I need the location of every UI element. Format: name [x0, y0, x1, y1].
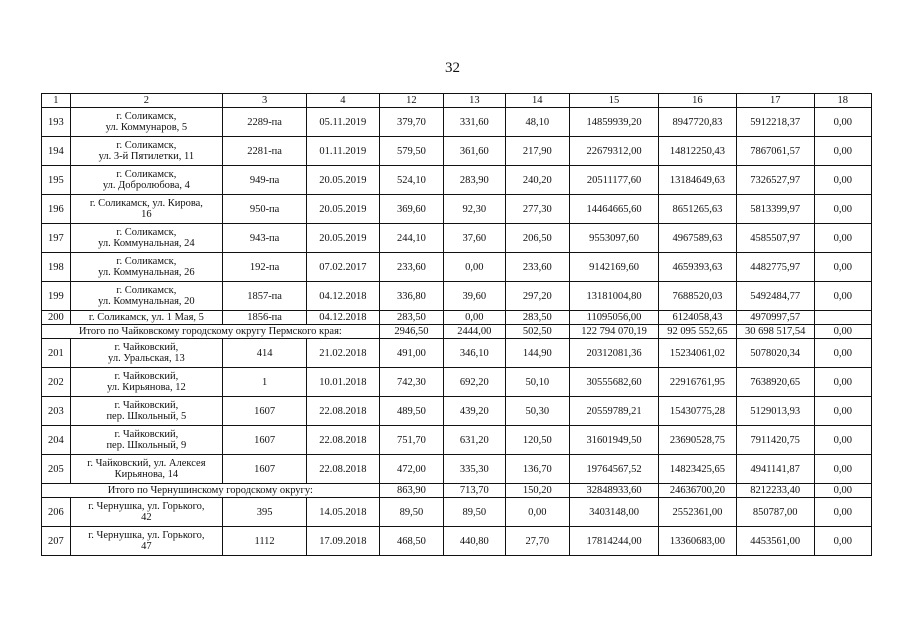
value-c12: 863,90	[379, 484, 443, 498]
value-c16: 4967589,63	[659, 224, 737, 253]
value-c18: 0,00	[814, 195, 871, 224]
value-c18: 0,00	[814, 166, 871, 195]
value-c16: 24636700,20	[659, 484, 737, 498]
value-c16: 15430775,28	[659, 397, 737, 426]
value-c13: 37,60	[444, 224, 505, 253]
column-header-3: 3	[223, 94, 307, 108]
document-number: 1	[223, 368, 307, 397]
column-header-15: 15	[570, 94, 659, 108]
address-cell: г. Чайковский, пер. Школьный, 5	[70, 397, 222, 426]
value-c15: 122 794 070,19	[570, 325, 659, 339]
value-c17: 7638920,65	[736, 368, 814, 397]
value-c17: 5492484,77	[736, 282, 814, 311]
value-c12: 579,50	[379, 137, 443, 166]
row-number: 199	[42, 282, 71, 311]
value-c12: 2946,50	[379, 325, 443, 339]
column-header-14: 14	[505, 94, 569, 108]
value-c14: 48,10	[505, 108, 569, 137]
value-c15: 11095056,00	[570, 311, 659, 325]
document-date: 17.09.2018	[307, 527, 380, 556]
value-c18	[814, 311, 871, 325]
document-number: 2281-па	[223, 137, 307, 166]
value-c15: 3403148,00	[570, 498, 659, 527]
value-c15: 20312081,36	[570, 339, 659, 368]
table-row	[42, 426, 872, 455]
value-c15: 9553097,60	[570, 224, 659, 253]
table-row	[42, 166, 872, 195]
column-header-18: 18	[814, 94, 871, 108]
document-date: 22.08.2018	[307, 426, 380, 455]
document-date: 20.05.2019	[307, 166, 380, 195]
value-c15: 14464665,60	[570, 195, 659, 224]
value-c12: 751,70	[379, 426, 443, 455]
column-header-12: 12	[379, 94, 443, 108]
value-c17: 4482775,97	[736, 253, 814, 282]
row-number: 201	[42, 339, 71, 368]
table-row	[42, 368, 872, 397]
table-row	[42, 311, 872, 325]
column-header-13: 13	[444, 94, 505, 108]
value-c13: 89,50	[444, 498, 505, 527]
value-c17: 7867061,57	[736, 137, 814, 166]
value-c14: 502,50	[505, 325, 569, 339]
row-number: 207	[42, 527, 71, 556]
value-c16: 4659393,63	[659, 253, 737, 282]
address-cell: г. Чернушка, ул. Горького, 47	[70, 527, 222, 556]
value-c18: 0,00	[814, 224, 871, 253]
address-cell: г. Соликамск, ул. Коммунальная, 20	[70, 282, 222, 311]
row-number: 203	[42, 397, 71, 426]
row-number: 198	[42, 253, 71, 282]
document-number: 395	[223, 498, 307, 527]
address-cell: г. Соликамск, ул. Коммунаров, 5	[70, 108, 222, 137]
value-c12: 472,00	[379, 455, 443, 484]
value-c16: 14823425,65	[659, 455, 737, 484]
value-c14: 233,60	[505, 253, 569, 282]
value-c16: 15234061,02	[659, 339, 737, 368]
document-date: 01.11.2019	[307, 137, 380, 166]
row-number: 204	[42, 426, 71, 455]
value-c17: 5078020,34	[736, 339, 814, 368]
value-c16: 8947720,83	[659, 108, 737, 137]
document-number: 1607	[223, 455, 307, 484]
document-date: 05.11.2019	[307, 108, 380, 137]
value-c12: 369,60	[379, 195, 443, 224]
value-c14: 0,00	[505, 498, 569, 527]
value-c13: 713,70	[444, 484, 505, 498]
document-date: 04.12.2018	[307, 282, 380, 311]
value-c18: 0,00	[814, 455, 871, 484]
value-c17: 4970997,57	[736, 311, 814, 325]
document-number: 1856-па	[223, 311, 307, 325]
subtotal-label: Итого по Чернушинскому городскому округу:	[42, 484, 380, 498]
value-c16: 92 095 552,65	[659, 325, 737, 339]
value-c18: 0,00	[814, 339, 871, 368]
row-number: 206	[42, 498, 71, 527]
value-c16: 14812250,43	[659, 137, 737, 166]
value-c14: 277,30	[505, 195, 569, 224]
value-c14: 136,70	[505, 455, 569, 484]
value-c13: 439,20	[444, 397, 505, 426]
value-c17: 850787,00	[736, 498, 814, 527]
value-c16: 23690528,75	[659, 426, 737, 455]
value-c16: 8651265,63	[659, 195, 737, 224]
value-c14: 50,30	[505, 397, 569, 426]
value-c14: 120,50	[505, 426, 569, 455]
address-cell: г. Соликамск, ул. Коммунальная, 26	[70, 253, 222, 282]
address-cell: г. Чайковский, ул. Уральская, 13	[70, 339, 222, 368]
table-row	[42, 397, 872, 426]
document-date: 21.02.2018	[307, 339, 380, 368]
row-number: 195	[42, 166, 71, 195]
value-c16: 7688520,03	[659, 282, 737, 311]
column-header-17: 17	[736, 94, 814, 108]
row-number: 194	[42, 137, 71, 166]
value-c12: 283,50	[379, 311, 443, 325]
data-table	[41, 93, 872, 556]
document-number: 414	[223, 339, 307, 368]
value-c13: 331,60	[444, 108, 505, 137]
table-row	[42, 224, 872, 253]
value-c13: 0,00	[444, 311, 505, 325]
value-c18: 0,00	[814, 426, 871, 455]
value-c17: 8212233,40	[736, 484, 814, 498]
value-c13: 631,20	[444, 426, 505, 455]
document-number: 1857-па	[223, 282, 307, 311]
header-row	[42, 94, 872, 108]
value-c13: 39,60	[444, 282, 505, 311]
row-number: 200	[42, 311, 71, 325]
address-cell: г. Соликамск, ул. Коммунальная, 24	[70, 224, 222, 253]
document-date: 14.05.2018	[307, 498, 380, 527]
value-c13: 692,20	[444, 368, 505, 397]
document-number: 1607	[223, 426, 307, 455]
column-header-2: 2	[70, 94, 222, 108]
row-number: 193	[42, 108, 71, 137]
value-c15: 20511177,60	[570, 166, 659, 195]
document-number: 1607	[223, 397, 307, 426]
table-row	[42, 108, 872, 137]
document-date: 10.01.2018	[307, 368, 380, 397]
document-number: 949-па	[223, 166, 307, 195]
value-c17: 5129013,93	[736, 397, 814, 426]
value-c12: 336,80	[379, 282, 443, 311]
value-c13: 335,30	[444, 455, 505, 484]
value-c14: 217,90	[505, 137, 569, 166]
value-c14: 297,20	[505, 282, 569, 311]
value-c15: 30555682,60	[570, 368, 659, 397]
value-c18: 0,00	[814, 368, 871, 397]
document-number: 192-па	[223, 253, 307, 282]
document-date: 04.12.2018	[307, 311, 380, 325]
row-number: 197	[42, 224, 71, 253]
address-cell: г. Соликамск, ул. 3-й Пятилетки, 11	[70, 137, 222, 166]
value-c15: 32848933,60	[570, 484, 659, 498]
table-row	[42, 282, 872, 311]
value-c18: 0,00	[814, 253, 871, 282]
value-c16: 22916761,95	[659, 368, 737, 397]
value-c18: 0,00	[814, 397, 871, 426]
address-cell: г. Чайковский, пер. Школьный, 9	[70, 426, 222, 455]
value-c13: 440,80	[444, 527, 505, 556]
value-c14: 144,90	[505, 339, 569, 368]
table-row	[42, 527, 872, 556]
subtotal-label: Итого по Чайковскому городскому округу Пермского края:	[42, 325, 380, 339]
value-c18: 0,00	[814, 325, 871, 339]
value-c17: 4453561,00	[736, 527, 814, 556]
value-c17: 5912218,37	[736, 108, 814, 137]
value-c13: 361,60	[444, 137, 505, 166]
table-row	[42, 137, 872, 166]
value-c14: 240,20	[505, 166, 569, 195]
value-c12: 468,50	[379, 527, 443, 556]
value-c18: 0,00	[814, 137, 871, 166]
address-cell: г. Чайковский, ул. Кирьянова, 12	[70, 368, 222, 397]
table-row	[42, 253, 872, 282]
value-c13: 0,00	[444, 253, 505, 282]
address-cell: г. Чайковский, ул. Алексея Кирьянова, 14	[70, 455, 222, 484]
document-number: 2289-па	[223, 108, 307, 137]
value-c13: 2444,00	[444, 325, 505, 339]
value-c13: 346,10	[444, 339, 505, 368]
value-c16: 6124058,43	[659, 311, 737, 325]
subtotal-row	[42, 325, 872, 339]
value-c18: 0,00	[814, 484, 871, 498]
table-row	[42, 455, 872, 484]
value-c12: 233,60	[379, 253, 443, 282]
value-c15: 31601949,50	[570, 426, 659, 455]
address-cell: г. Чернушка, ул. Горького, 42	[70, 498, 222, 527]
value-c17: 4585507,97	[736, 224, 814, 253]
value-c15: 17814244,00	[570, 527, 659, 556]
subtotal-row	[42, 484, 872, 498]
value-c12: 524,10	[379, 166, 443, 195]
value-c15: 22679312,00	[570, 137, 659, 166]
value-c12: 491,00	[379, 339, 443, 368]
value-c16: 2552361,00	[659, 498, 737, 527]
value-c16: 13184649,63	[659, 166, 737, 195]
row-number: 205	[42, 455, 71, 484]
document-number: 1112	[223, 527, 307, 556]
column-header-16: 16	[659, 94, 737, 108]
document-date: 20.05.2019	[307, 195, 380, 224]
value-c14: 283,50	[505, 311, 569, 325]
value-c15: 14859939,20	[570, 108, 659, 137]
value-c14: 27,70	[505, 527, 569, 556]
value-c17: 7911420,75	[736, 426, 814, 455]
document-number: 943-па	[223, 224, 307, 253]
value-c14: 206,50	[505, 224, 569, 253]
value-c12: 742,30	[379, 368, 443, 397]
value-c17: 7326527,97	[736, 166, 814, 195]
value-c17: 30 698 517,54	[736, 325, 814, 339]
document-number: 950-па	[223, 195, 307, 224]
value-c12: 244,10	[379, 224, 443, 253]
value-c14: 150,20	[505, 484, 569, 498]
document-date: 22.08.2018	[307, 397, 380, 426]
value-c18: 0,00	[814, 108, 871, 137]
value-c15: 13181004,80	[570, 282, 659, 311]
address-cell: г. Соликамск, ул. Добролюбова, 4	[70, 166, 222, 195]
value-c15: 9142169,60	[570, 253, 659, 282]
table-row	[42, 498, 872, 527]
address-cell: г. Соликамск, ул. Кирова, 16	[70, 195, 222, 224]
value-c12: 379,70	[379, 108, 443, 137]
page-number: 32	[445, 60, 460, 76]
value-c18: 0,00	[814, 498, 871, 527]
document-date: 07.02.2017	[307, 253, 380, 282]
value-c18: 0,00	[814, 527, 871, 556]
value-c17: 5813399,97	[736, 195, 814, 224]
row-number: 196	[42, 195, 71, 224]
value-c15: 19764567,52	[570, 455, 659, 484]
table-row	[42, 339, 872, 368]
row-number: 202	[42, 368, 71, 397]
value-c13: 92,30	[444, 195, 505, 224]
value-c12: 489,50	[379, 397, 443, 426]
value-c14: 50,10	[505, 368, 569, 397]
value-c13: 283,90	[444, 166, 505, 195]
document-date: 20.05.2019	[307, 224, 380, 253]
address-cell: г. Соликамск, ул. 1 Мая, 5	[70, 311, 222, 325]
value-c15: 20559789,21	[570, 397, 659, 426]
table-row	[42, 195, 872, 224]
value-c17: 4941141,87	[736, 455, 814, 484]
document-date: 22.08.2018	[307, 455, 380, 484]
column-header-4: 4	[307, 94, 380, 108]
column-header-1: 1	[42, 94, 71, 108]
value-c16: 13360683,00	[659, 527, 737, 556]
value-c18: 0,00	[814, 282, 871, 311]
value-c12: 89,50	[379, 498, 443, 527]
